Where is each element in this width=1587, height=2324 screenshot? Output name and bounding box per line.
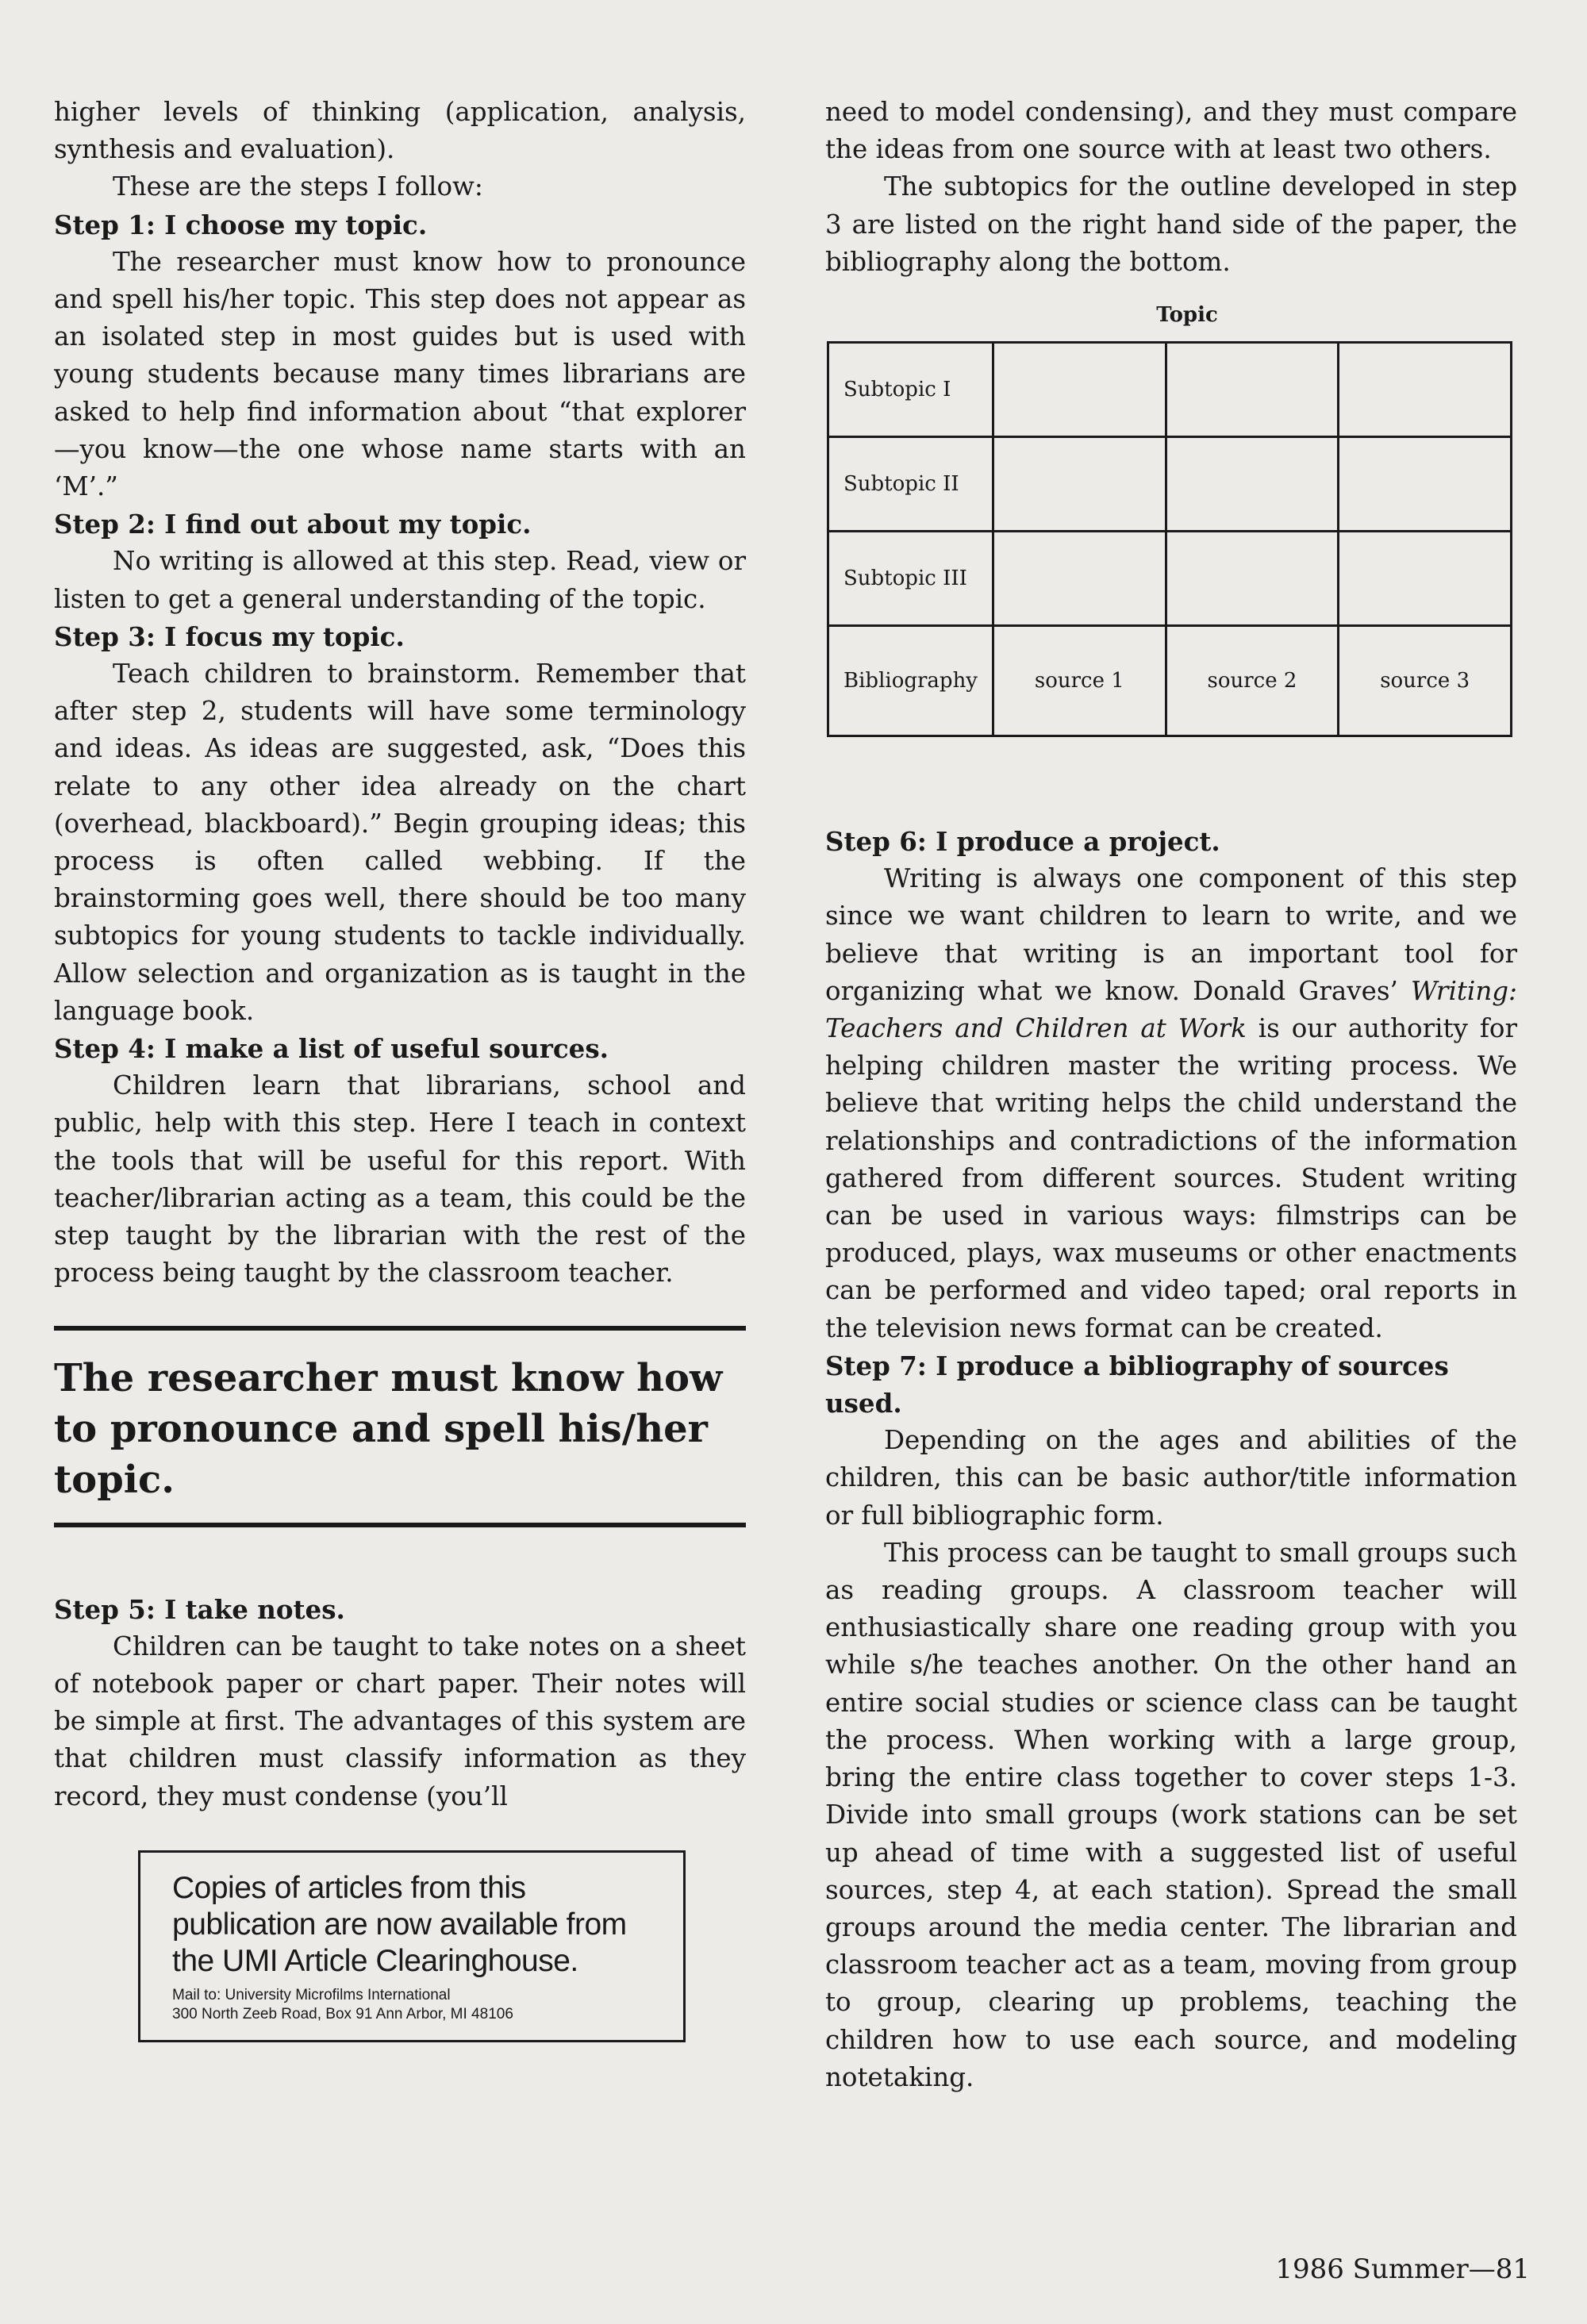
umi-mail-line-2: 300 North Zeeb Road, Box 91 Ann Arbor, MI 48106 [172, 2005, 513, 2022]
step6-body-a: Writing is always one component of this step since we want children to learn to write, and we believe that writing is an important tool for organizing what we know. Donald Graves’ [825, 863, 1517, 1006]
empty-cell [1339, 437, 1512, 532]
step1-heading: Step 1: I choose my topic. [54, 209, 428, 240]
empty-cell [993, 532, 1166, 626]
empty-cell [1166, 437, 1339, 532]
step6-heading: Step 6: I produce a project. [825, 826, 1220, 858]
step5-heading: Step 5: I take notes. [54, 1593, 345, 1625]
step6-body-b: is our authority for helping children master the writing process. We believe that writing helps the child understand the relationships and contradictions of the information gathered from different sources. Student writing can be used in various ways: filmstrips can be produced, plays, wax museums or other enactments can be performed and video taped; oral reports in the television news format can be created. [825, 1013, 1517, 1343]
intro-steps-line: These are the steps I follow: [113, 171, 483, 202]
step3-body: Teach children to brainstorm. Remember that after step 2, students will have some terminology and ideas. As ideas are suggested, ask, “Does this relate to any other idea already on the chart (overhead, blackboard).” Begin grouping ideas; this process is often called webbing. If the brainstorming goes well, there should be too many subtopics for young students to tackle individually. Allow selection and organization as is taught in the language book. [54, 659, 746, 1026]
source-1-cell: source 1 [993, 626, 1166, 736]
subtopics-paragraph: The subtopics for the outline developed in step 3 are listed on the right hand side of the paper, the bibliography along the bottom. [825, 171, 1517, 277]
umi-mail-to [172, 1986, 661, 2024]
outline-table-title: Topic [1156, 303, 1218, 328]
step7-heading: Step 7: I produce a bibliography of sources used. [825, 1350, 1449, 1419]
pull-quote: The researcher must know how to pronounce and spell his/her topic. [54, 1326, 746, 1527]
empty-cell [1166, 532, 1339, 626]
outline-table [827, 341, 1512, 737]
subtopic-1-cell: Subtopic I [828, 343, 993, 437]
continued-paragraph: need to model condensing), and they must compare the ideas from one source with at least two others. [825, 97, 1517, 165]
umi-mail-line-1: Mail to: University Microfilms International [172, 1986, 451, 2003]
step4-heading: Step 4: I make a list of useful sources. [54, 1033, 609, 1065]
source-3-cell: source 3 [1339, 626, 1512, 736]
step7-body: Depending on the ages and abilities of the children, this can be basic author/title information or full bibliographic form. [825, 1425, 1517, 1531]
bibliography-cell: Bibliography [828, 626, 993, 736]
book-title: Writing: Teachers and Children at Work [825, 975, 1517, 1044]
table-row [828, 532, 1512, 626]
table-row [828, 437, 1512, 532]
step1-body: The researcher must know how to pronounce and spell his/her topic. This step does not appear as an isolated step in most guides but is used with young students because many times librarians are asked to help find information about “that explorer—you know—the one whose name starts with an ‘M’.” [54, 246, 746, 502]
step6-body [825, 860, 1517, 1347]
left-column [54, 94, 746, 2042]
step3-heading: Step 3: I focus my topic. [54, 620, 405, 652]
umi-headline: Copies of articles from this publication are now available from the UMI Article Clearinghouse. [172, 1870, 627, 1978]
subtopic-3-cell: Subtopic III [828, 532, 993, 626]
umi-notice-box [138, 1850, 686, 2042]
empty-cell [993, 437, 1166, 532]
intro-paragraph: higher levels of thinking (application, analysis, synthesis and evaluation). [54, 97, 746, 165]
right-column [825, 94, 1517, 2096]
empty-cell [1339, 343, 1512, 437]
step2-body: No writing is allowed at this step. Read, view or listen to get a general understanding of the topic. [54, 546, 746, 614]
step2-heading: Step 2: I find out about my topic. [54, 509, 532, 540]
empty-cell [1339, 532, 1512, 626]
table-row [828, 626, 1512, 736]
step4-body: Children learn that librarians, school and public, help with this step. Here I teach in context the tools that will be useful for this report. With teacher/librarian acting as a team, this could be the step taught by the librarian with the rest of the process being taught by the classroom teacher. [54, 1070, 746, 1289]
subtopic-2-cell: Subtopic II [828, 437, 993, 532]
closing-paragraph: This process can be taught to small groups such as reading groups. A classroom teacher will enthusiastically share one reading group with you while s/he teaches another. On the other hand an entire social studies or science class can be taught the process. When working with a large group, bring the entire class together to cover steps 1-3. Divide into small groups (work stations can be set up ahead of time with a suggested list of useful sources, step 4, at each station). Spread the small groups around the media center. The librarian and classroom teacher act as a team, moving from group to group, clearing up problems, teaching the children how to use each source, and modeling notetaking. [825, 1537, 1517, 2092]
page-folio: 1986 Summer—81 [1275, 2253, 1530, 2285]
source-2-cell: source 2 [1166, 626, 1339, 736]
step5-body: Children can be taught to take notes on a sheet of notebook paper or chart paper. Their notes will be simple at first. The advantages of this system are that children must classify information as they record, they must condense (you’ll [54, 1631, 746, 1811]
empty-cell [993, 343, 1166, 437]
table-row [828, 343, 1512, 437]
empty-cell [1166, 343, 1339, 437]
